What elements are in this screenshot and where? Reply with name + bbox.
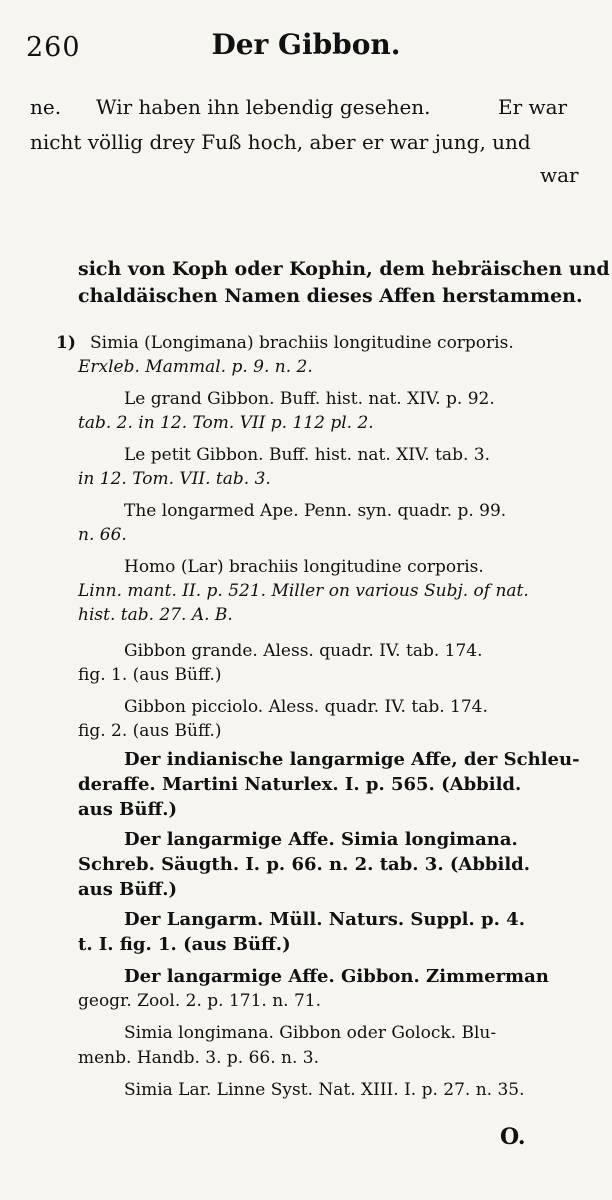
- page-title: Der Gibbon.: [211, 28, 401, 61]
- ref-5-line-2: Linn. mant. II. p. 521. Miller on various Subj. of nat.: [78, 581, 529, 601]
- signature-mark: O.: [500, 1124, 526, 1150]
- body-line-1-end: Er war: [498, 95, 568, 119]
- running-header: [0, 28, 612, 68]
- ref-3-line-1: Le petit Gibbon. Buff. hist. nat. XIV. tab. 3.: [124, 445, 490, 465]
- body-line-1-start: ne.: [30, 95, 62, 119]
- ref-10-line-1: Der Langarm. Müll. Naturs. Suppl. p. 4.: [124, 909, 525, 930]
- ref-9-line-1: Der langarmige Affe. Simia longimana.: [124, 829, 518, 850]
- ref-11-line-1: Der langarmige Affe. Gibbon. Zimmerman: [124, 966, 549, 987]
- body-line-1-middle: Wir haben ihn lebendig gesehen.: [96, 95, 431, 119]
- ref-1-line-1: Simia (Longimana) brachiis longitudine corporis.: [90, 333, 514, 353]
- ref-11-line-2: geogr. Zool. 2. p. 171. n. 71.: [78, 991, 322, 1011]
- ref-9-line-2: Schreb. Säugth. I. p. 66. n. 2. tab. 3. (Abbild.: [78, 854, 531, 875]
- ref-8-line-1: Der indianische langarmige Affe, der Schleu-: [124, 749, 580, 770]
- ref-9-line-3: aus Büff.): [78, 879, 178, 900]
- footnote-marker: 1): [56, 333, 76, 353]
- continued-line-1: sich von Koph oder Kophin, dem hebräischen und: [78, 258, 610, 280]
- ref-10-line-2: t. I. fig. 1. (aus Büff.): [78, 934, 291, 955]
- ref-3-line-2: in 12. Tom. VII. tab. 3.: [78, 469, 271, 489]
- ref-7-line-1: Gibbon picciolo. Aless. quadr. IV. tab. 174.: [124, 697, 488, 717]
- ref-8-line-3: aus Büff.): [78, 799, 178, 820]
- ref-2-line-2: tab. 2. in 12. Tom. VII p. 112 pl. 2.: [78, 413, 374, 433]
- ref-4-line-2: n. 66.: [78, 525, 127, 545]
- page-number: 260: [26, 32, 81, 63]
- ref-13-line-1: Simia Lar. Linne Syst. Nat. XIII. I. p. 27. n. 35.: [124, 1080, 525, 1100]
- continued-line-2: chaldäischen Namen dieses Affen herstammen.: [78, 285, 583, 307]
- ref-1-line-2: Erxleb. Mammal. p. 9. n. 2.: [78, 357, 313, 377]
- ref-2-line-1: Le grand Gibbon. Buff. hist. nat. XIV. p. 92.: [124, 389, 495, 409]
- ref-5-line-1: Homo (Lar) brachiis longitudine corporis.: [124, 557, 484, 577]
- ref-4-line-1: The longarmed Ape. Penn. syn. quadr. p. 99.: [124, 501, 507, 521]
- ref-12-line-1: Simia longimana. Gibbon oder Golock. Blu-: [124, 1023, 497, 1043]
- body-line-2: nicht völlig drey Fuß hoch, aber er war jung, und: [30, 130, 531, 154]
- ref-8-line-2: deraffe. Martini Naturlex. I. p. 565. (Abbild.: [78, 774, 522, 795]
- ref-6-line-2: fig. 1. (aus Büff.): [78, 665, 222, 685]
- ref-7-line-2: fig. 2. (aus Büff.): [78, 721, 222, 741]
- body-line-3: war: [540, 163, 579, 187]
- ref-5-line-3: hist. tab. 27. A. B.: [78, 605, 233, 625]
- ref-12-line-2: menb. Handb. 3. p. 66. n. 3.: [78, 1048, 320, 1068]
- ref-6-line-1: Gibbon grande. Aless. quadr. IV. tab. 174.: [124, 641, 483, 661]
